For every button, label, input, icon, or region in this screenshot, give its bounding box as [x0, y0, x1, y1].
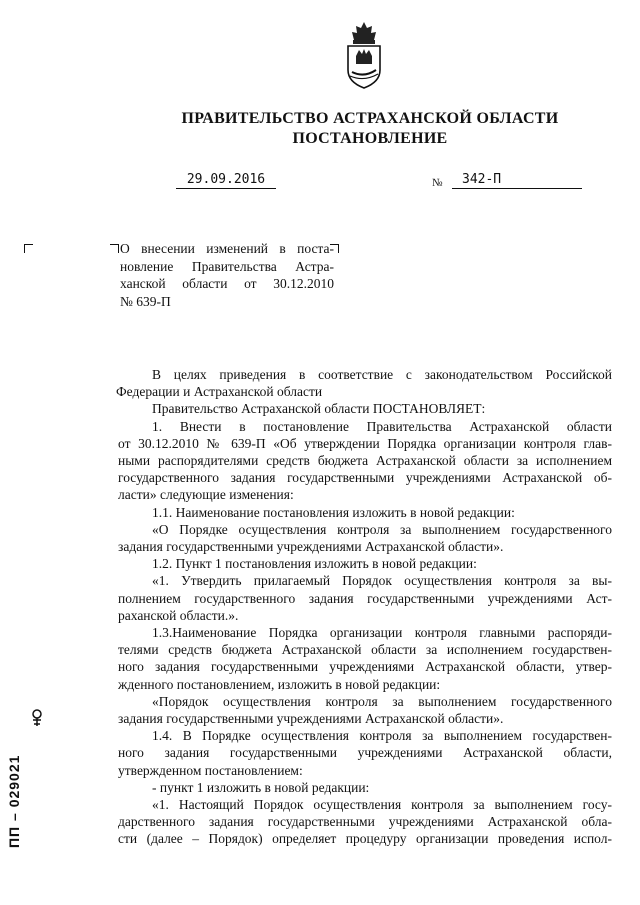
body-line: утвержденном постановлением:: [118, 762, 303, 778]
body-line: 1.3.Наименование Порядка организации контроля главными распоряди-: [152, 625, 612, 641]
body-line: задания государственными учреждениями Астраханской области».: [118, 539, 504, 555]
body-line: дарственного задания государственными учреждениями Астраханской обла-: [118, 814, 612, 830]
body-line: «1. Настоящий Порядок осуществления контроля за выполнением госу-: [152, 797, 612, 813]
subject-line: ханской области от 30.12.2010: [120, 276, 334, 291]
document-number: 342-П: [452, 172, 582, 189]
government-title: ПРАВИТЕЛЬСТВО АСТРАХАНСКОЙ ОБЛАСТИ: [181, 110, 559, 127]
document-type-title: ПОСТАНОВЛЕНИЕ: [292, 130, 448, 147]
body-line: В целях приведения в соответствие с законодательством Российской: [152, 367, 612, 382]
body-line: Правительство Астраханской области ПОСТАНОВЛЯЕТ:: [152, 401, 486, 417]
body-line: 1. Внести в постановление Правительства Астраханской области: [152, 418, 612, 434]
body-line: - пункт 1 изложить в новой редакции:: [152, 779, 370, 795]
body-line: сти (далее – Порядок) определяет процедуру организации проведения испол-: [118, 831, 612, 847]
body-line: 1.2. Пункт 1 постановления изложить в новой редакции:: [152, 556, 477, 572]
subject-open-bracket: [110, 244, 119, 253]
body-line: Федерации и Астраханской области: [116, 384, 323, 400]
body-line: «1. Утвердить прилагаемый Порядок осуществления контроля за вы-: [152, 573, 612, 589]
body-line: жденного постановлением, изложить в новой редакции:: [118, 676, 441, 692]
body-line: 1.1. Наименование постановления изложить в новой редакции:: [152, 504, 515, 520]
subject-line: № 639-П: [120, 293, 171, 309]
body-line: телями средств бюджета Астраханской области за исполнением государствен-: [118, 642, 612, 658]
body-line: ного задания государственными учреждениями Астраханской области,: [118, 745, 612, 761]
document-subject: [120, 240, 334, 310]
body-line: полнением государственного задания государственными учреждениями Аст-: [118, 590, 612, 606]
stamp-mark-icon: [30, 708, 44, 728]
number-sign: №: [432, 177, 443, 189]
body-line: 1.4. В Порядке осуществления контроля за выполнением государствен-: [152, 728, 612, 744]
document-body: [118, 366, 612, 848]
document-date: 29.09.2016: [176, 172, 276, 189]
body-line: задания государственными учреждениями Астраханской области».: [118, 711, 504, 727]
body-line: ласти» следующие изменения:: [118, 487, 294, 503]
body-line: «Порядок осуществления контроля за выполнением государственного: [152, 693, 612, 709]
body-line: от 30.12.2010 № 639-П «Об утверждении Порядка организации контроля глав-: [118, 435, 612, 451]
subject-line: новление Правительства Астра-: [120, 258, 334, 274]
subject-line: О внесении изменений в поста-: [120, 241, 334, 256]
left-margin-bracket: [24, 244, 33, 253]
body-line: раханской области.».: [118, 607, 239, 623]
body-line: ного задания государственными учреждениями Астраханской области, утвер-: [118, 659, 612, 675]
coat-of-arms-icon: [342, 20, 386, 90]
body-line: «О Порядке осуществления контроля за выполнением государственного: [152, 521, 612, 537]
serial-number-stamp: ПП – 029021: [6, 754, 22, 848]
body-line: государственного задания государственными учреждениями Астраханской об-: [118, 470, 612, 486]
body-line: ными распорядителями средств бюджета Астраханской области за исполнением: [118, 453, 612, 469]
